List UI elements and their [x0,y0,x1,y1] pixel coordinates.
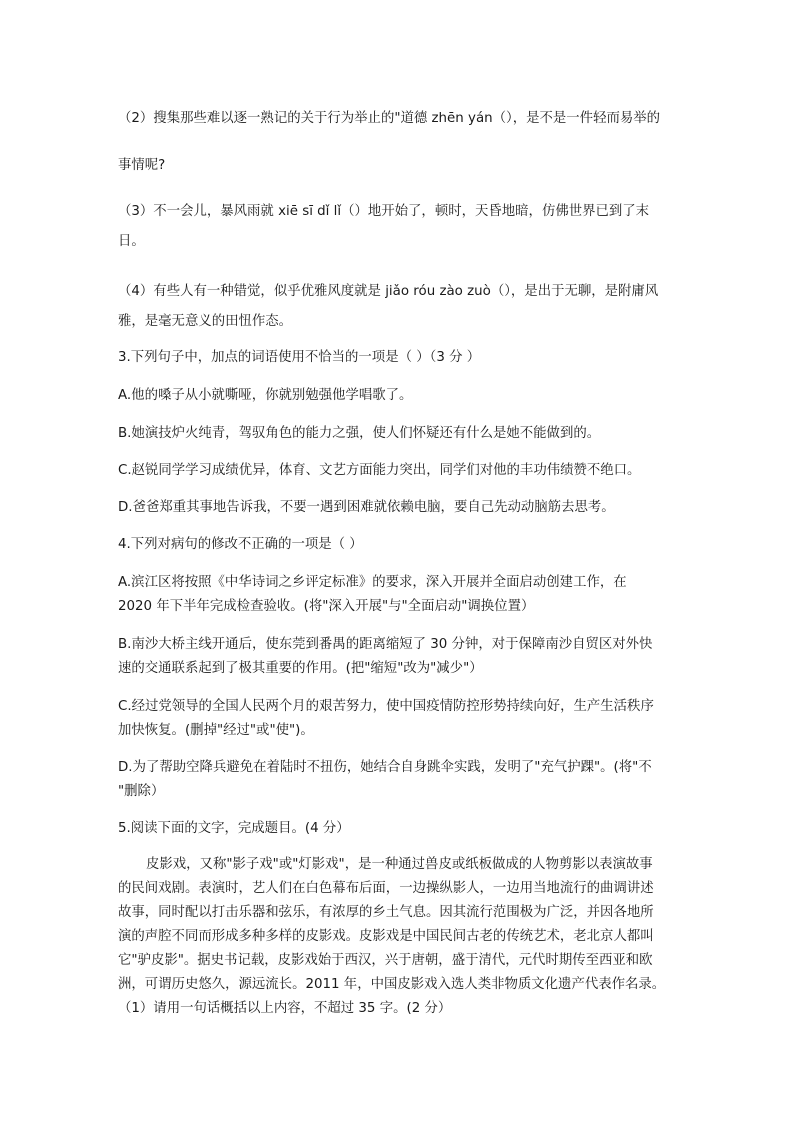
question-4-option-c-line-2: 加快恢复。(删掉"经过"或"使")。 [118,723,314,738]
sub-question-2-line-1: （2）搜集那些难以逐一熟记的关于行为举止的"道德 zhēn yán（），是不是一件轻而易举的 [118,111,661,126]
question-5-sub-1: （1）请用一句话概括以上内容，不超过 35 字。(2 分） [118,1001,452,1016]
question-3-stem: 3.下列句子中，加点的词语使用不恰当的一项是（ ）（3 分 ） [118,350,481,365]
passage-line-3: 故事，同时配以打击乐器和弦乐，有浓厚的乡土气息。因其流行范围极为广泛，并因各地所 [118,905,654,920]
sub-question-4-line-2: 雅，是毫无意义的田忸作态。 [118,314,293,329]
question-3-option-c: C.赵锐同学学习成绩优异，体育、文艺方面能力突出，同学们对他的丰功伟绩赞不绝口。 [118,463,641,478]
question-4-option-d-line-1: D.为了帮助空降兵避免在着陆时不扭伤，她结合自身跳伞实践，发明了"充气护踝"。(将"不 [118,760,652,775]
sub-question-2-line-2: 事情呢? [118,158,166,173]
passage-line-5: 它"驴皮影"。据史书记载，皮影戏始于西汉，兴于唐朝，盛于清代，元代时期传至西亚和欧 [118,953,653,968]
passage-line-6: 洲，可谓历史悠久，源远流长。2011 年，中国皮影戏入选人类非物质文化遗产代表作名录。 [118,977,666,992]
question-4-option-c-line-1: C.经过党领导的全国人民两个月的艰苦努力，使中国疫情防控形势持续向好，生产生活秩序 [118,699,654,714]
question-4-option-b-line-2: 速的交通联系起到了极其重要的作用。(把"缩短"改为"减少"） [118,661,483,676]
question-4-option-a-line-1: A.滨江区将按照《中华诗词之乡评定标准》的要求，深入开展并全面启动创建工作，在 [118,575,627,590]
question-3-option-b: B.她演技炉火纯青，驾驭角色的能力之强，使人们怀疑还有什么是她不能做到的。 [118,426,601,441]
question-5-stem: 5.阅读下面的文字，完成题目。(4 分） [118,821,350,836]
sub-question-3-line-1: （3）不一会儿，暴风雨就 xiē sī dǐ lǐ（）地开始了，顿时，天昏地暗，仿佛世界已到了末 [118,204,650,219]
question-3-option-a: A.他的嗓子从小就嘶哑，你就别勉强他学唱歌了。 [118,388,413,403]
question-4-option-a-line-2: 2020 年下半年完成检查验收。(将"深入开展"与"全面启动"调换位置） [118,599,535,614]
question-4-stem: 4.下列对病句的修改不正确的一项是（ ） [118,537,363,552]
question-4-option-d-line-2: "删除） [118,784,165,799]
passage-line-4: 演的声腔不同而形成多种多样的皮影戏。皮影戏是中国民间古老的传统艺术，老北京人都叫 [118,929,654,944]
sub-question-3-line-2: 日。 [118,234,145,249]
sub-question-4-line-1: （4）有些人有一种错觉，似乎优雅风度就是 jiǎo róu zào zuò（），是出于无聊，是附庸风 [118,284,659,299]
question-3-option-d: D.爸爸郑重其事地告诉我，不要一遇到困难就依赖电脑，要自己先动动脑筋去思考。 [118,500,615,515]
passage-line-2: 的民间戏剧。表演时，艺人们在白色幕布后面，一边操纵影人，一边用当地流行的曲调讲述 [118,881,654,896]
passage-line-1: 皮影戏，又称"影子戏"或"灯影戏"，是一种通过兽皮或纸板做成的人物剪影以表演故事 [146,857,653,872]
question-4-option-b-line-1: B.南沙大桥主线开通后，使东莞到番禺的距离缩短了 30 分钟，对于保障南沙自贸区对外快 [118,637,653,652]
